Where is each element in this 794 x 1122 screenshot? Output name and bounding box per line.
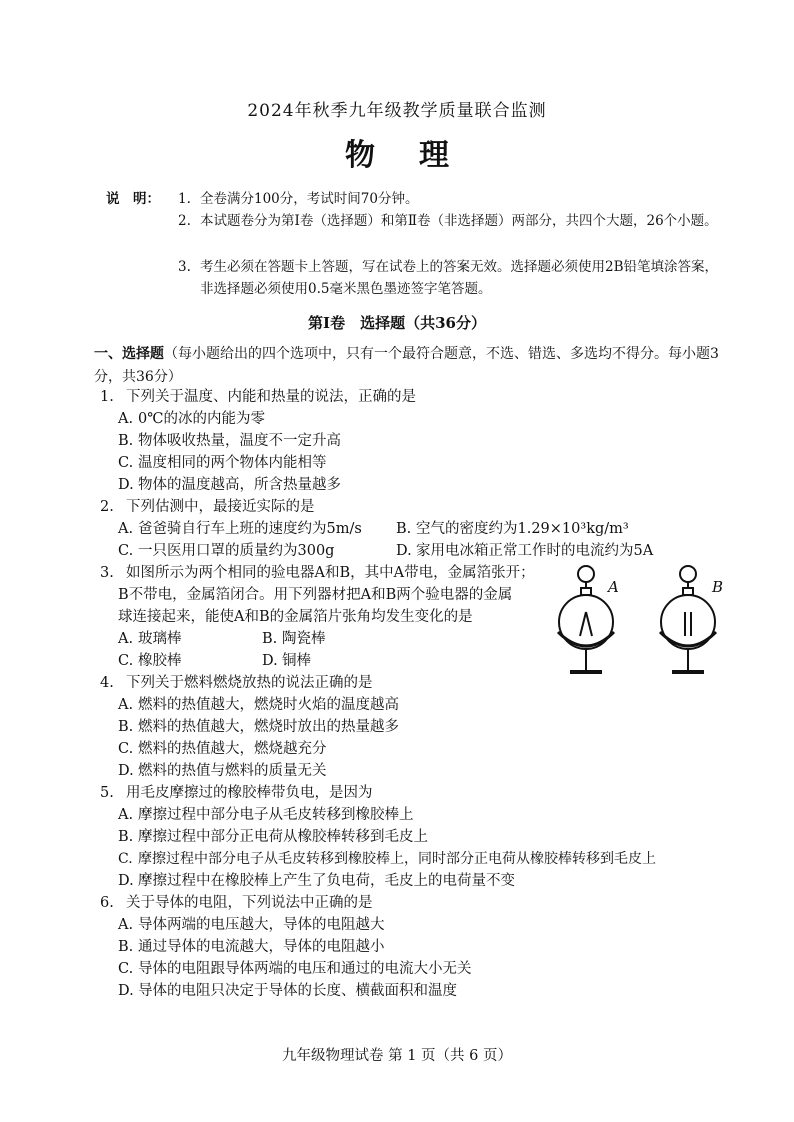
question-6 <box>100 892 700 914</box>
option-letter: B. <box>262 631 278 647</box>
option-letter: C. <box>118 455 134 471</box>
note-number: 3. <box>178 259 191 275</box>
page-footer: 九年级物理试卷 第 1 页（共 6 页） <box>282 1048 512 1064</box>
part-intro <box>94 343 724 389</box>
question-number: 2. <box>100 499 114 515</box>
q1-option-d <box>118 474 341 496</box>
option-text: 物体吸收热量，温度不一定升高 <box>138 433 341 449</box>
q6-option-c <box>118 958 472 980</box>
label-b: B <box>712 578 724 596</box>
q3-option-c <box>118 650 182 672</box>
question-number: 4. <box>100 675 114 691</box>
option-letter: C. <box>118 851 133 867</box>
option-text: 温度相同的两个物体内能相等 <box>138 455 327 471</box>
q4-option-a <box>118 694 399 716</box>
option-letter: B. <box>118 829 134 845</box>
q2-option-c <box>118 540 334 562</box>
q3-option-b <box>262 628 326 650</box>
question-5 <box>100 782 700 804</box>
q3-option-d <box>262 650 311 672</box>
option-text: 燃料的热值与燃料的质量无关 <box>138 763 327 779</box>
option-text: 一只医用口罩的质量约为300g <box>138 543 335 559</box>
subject-title: 物理 <box>345 138 493 173</box>
q2-option-a <box>118 518 362 540</box>
option-letter: C. <box>118 653 134 669</box>
question-stem: 下列关于温度、内能和热量的说法，正确的是 <box>126 389 416 405</box>
option-text: 通过导体的电流越大，导体的电阻越小 <box>138 939 385 955</box>
option-text: 摩擦过程中部分电子从毛皮转移到橡胶棒上，同时部分正电荷从橡胶棒转移到毛皮上 <box>138 851 656 867</box>
q2-option-b <box>396 518 629 540</box>
note-item-3 <box>178 256 718 300</box>
question-3-line-2: B不带电，金属箔闭合。用下列器材把A和B两个验电器的金属 <box>118 587 513 603</box>
option-text: 爸爸骑自行车上班的速度约为5m/s <box>138 521 362 537</box>
option-text: 燃料的热值越大，燃烧时火焰的温度越高 <box>138 697 399 713</box>
note-item-1 <box>178 188 718 210</box>
option-letter: B. <box>118 719 134 735</box>
question-stem: 下列关于燃料燃烧放热的说法正确的是 <box>126 675 373 691</box>
option-letter: D. <box>118 477 134 493</box>
option-text: 导体两端的电压越大，导体的电阻越大 <box>138 917 385 933</box>
option-text: 0℃的冰的内能为零 <box>138 411 265 427</box>
option-letter: C. <box>118 543 134 559</box>
q6-option-a <box>118 914 385 936</box>
section-title: 第Ⅰ卷 选择题（共36分） <box>308 314 486 332</box>
option-text: 导体的电阻只决定于导体的长度、横截面积和温度 <box>138 983 457 999</box>
question-4 <box>100 672 700 694</box>
electroscope-a <box>558 566 614 672</box>
option-text: 玻璃棒 <box>138 631 182 647</box>
option-letter: C. <box>118 961 134 977</box>
q6-option-d <box>118 980 457 1002</box>
option-letter: A. <box>118 917 134 933</box>
question-1 <box>100 386 700 408</box>
option-letter: B. <box>118 939 134 955</box>
question-stem: 下列估测中，最接近实际的是 <box>126 499 315 515</box>
q1-option-b <box>118 430 341 452</box>
q1-option-a <box>118 408 265 430</box>
question-number: 1. <box>100 389 114 405</box>
option-text: 摩擦过程中部分正电荷从橡胶棒转移到毛皮上 <box>138 829 428 845</box>
electroscope-figure <box>548 560 738 685</box>
option-letter: D. <box>118 763 134 779</box>
question-stem: 用毛皮摩擦过的橡胶棒带负电，是因为 <box>126 785 373 801</box>
question-stem-line-1: 如图所示为两个相同的验电器A和B，其中A带电，金属箔张开； <box>126 565 535 581</box>
question-3-line-3: 球连接起来，能使A和B的金属箔片张角均发生变化的是 <box>118 609 473 625</box>
q4-option-d <box>118 760 327 782</box>
option-text: 摩擦过程中部分电子从毛皮转移到橡胶棒上 <box>138 807 414 823</box>
option-letter: A. <box>118 807 134 823</box>
electroscope-b <box>660 566 716 672</box>
note-number: 1. <box>178 191 191 207</box>
part-instructions: （每小题给出的四个选项中，只有一个最符合题意，不选、错选、多选均不得分。每小题3分，共36分） <box>94 346 719 385</box>
exam-title: 2024年秋季九年级教学质量联合监测 <box>247 101 547 121</box>
option-text: 陶瓷棒 <box>282 631 326 647</box>
option-letter: B. <box>396 521 412 537</box>
part-heading: 一、选择题 <box>94 346 164 362</box>
option-text: 橡胶棒 <box>138 653 182 669</box>
q6-option-b <box>118 936 385 958</box>
option-text: 家用电冰箱正常工作时的电流约为5A <box>416 543 654 559</box>
note-text: 本试题卷分为第Ⅰ卷（选择题）和第Ⅱ卷（非选择题）两部分，共四个大题，26个小题。 <box>200 213 718 229</box>
q2-option-d <box>396 540 653 562</box>
option-letter: A. <box>118 521 134 537</box>
option-text: 铜棒 <box>282 653 311 669</box>
q4-option-c <box>118 738 327 760</box>
option-letter: A. <box>118 631 134 647</box>
note-text: 考生必须在答题卡上答题，写在试卷上的答案无效。选择题必须使用2B铅笔填涂答案，非选择题必须使用0.5毫米黑色墨迹签字笔答题。 <box>200 259 719 297</box>
option-letter: D. <box>118 873 134 889</box>
question-number: 3. <box>100 565 114 581</box>
option-letter: C. <box>118 741 134 757</box>
notes-label: 说 明： <box>106 191 160 207</box>
option-text: 燃料的热值越大，燃烧越充分 <box>138 741 327 757</box>
q4-option-b <box>118 716 399 738</box>
q5-option-c <box>118 848 656 870</box>
option-text: 空气的密度约为1.29×10³kg/m³ <box>416 521 629 537</box>
option-letter: A. <box>118 697 134 713</box>
option-letter: D. <box>396 543 412 559</box>
question-stem: 关于导体的电阻，下列说法中正确的是 <box>126 895 373 911</box>
option-letter: D. <box>262 653 278 669</box>
option-text: 导体的电阻跟导体两端的电压和通过的电流大小无关 <box>138 961 472 977</box>
option-text: 物体的温度越高，所含热量越多 <box>138 477 341 493</box>
option-text: 摩擦过程中在橡胶棒上产生了负电荷，毛皮上的电荷量不变 <box>138 873 515 889</box>
note-text: 全卷满分100分，考试时间70分钟。 <box>200 191 419 207</box>
question-number: 6. <box>100 895 114 911</box>
q5-option-d <box>118 870 515 892</box>
option-letter: D. <box>118 983 134 999</box>
option-letter: B. <box>118 433 134 449</box>
q1-option-c <box>118 452 327 474</box>
question-2 <box>100 496 700 518</box>
note-item-2 <box>178 210 718 232</box>
label-a: A <box>608 578 619 596</box>
question-number: 5. <box>100 785 114 801</box>
q5-option-b <box>118 826 428 848</box>
option-letter: A. <box>118 411 134 427</box>
question-3 <box>100 562 560 584</box>
q5-option-a <box>118 804 414 826</box>
option-text: 燃料的热值越大，燃烧时放出的热量越多 <box>138 719 399 735</box>
note-number: 2. <box>178 213 191 229</box>
q3-option-a <box>118 628 182 650</box>
